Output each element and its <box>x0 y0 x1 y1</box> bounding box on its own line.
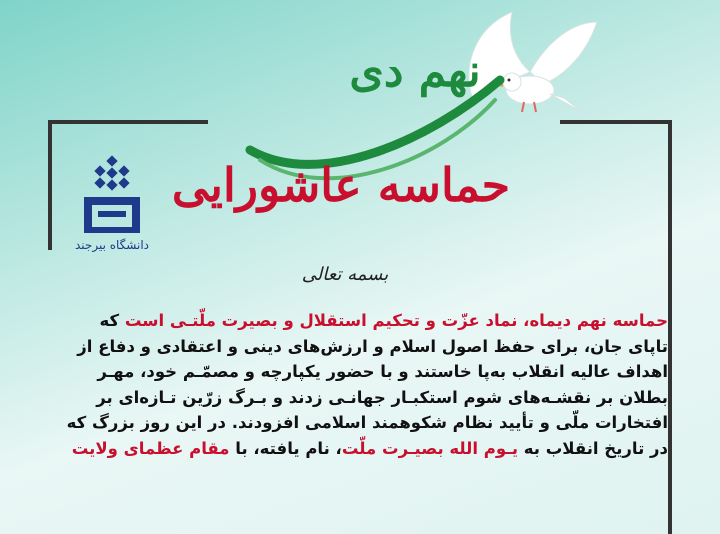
highlight-text: مقام عظمای ولایت <box>71 438 230 458</box>
plain-text: در تاریخ انقلاب به <box>518 438 668 458</box>
paragraph-line-4: بطلان بر نقشـه‌های شوم استکبـار جهانـی زدند و بـرگ زرّین تـازه‌ای بر <box>96 387 668 407</box>
frame-left <box>48 120 52 250</box>
paragraph-line-1 <box>48 308 668 334</box>
highlight-text: یـوم الله بصیـرت ملّت <box>341 438 519 458</box>
logo-caption: دانشگاه بیرجند <box>74 238 150 252</box>
title-calligraphy <box>171 40 510 240</box>
frame-right <box>668 120 672 534</box>
paragraph-line-6 <box>48 436 668 462</box>
plain-text: ، نام یافته، با <box>229 438 342 458</box>
title-line2: حماسه عاشورایی <box>171 158 510 212</box>
paragraph-line-3: اهداف عالیه انقلاب به‌پا خاستند و با حضور یکپارچه و مصمّـم خود، مهـر <box>97 362 668 381</box>
body-paragraph <box>48 308 668 461</box>
plain-text: که <box>99 311 125 330</box>
bismillah-heading: بسمه تعالی <box>301 264 389 285</box>
paragraph-line-2: تاپای جان، برای حفظ اصول اسلام و ارزش‌های دینی و اعتقادی و دفاع از <box>77 336 668 356</box>
paragraph-line-5: افتخارات ملّی و تأیید نظام شکوهمند اسلامی افزودند. در این روز بزرگ که <box>66 413 668 432</box>
frame-top-left <box>48 120 208 124</box>
title-line1: نهم دی <box>349 46 481 97</box>
highlight-text: حماسه نهم دیماه، نماد عزّت و تحکیم استقلال و بصیرت ملّتـی است <box>124 311 668 330</box>
